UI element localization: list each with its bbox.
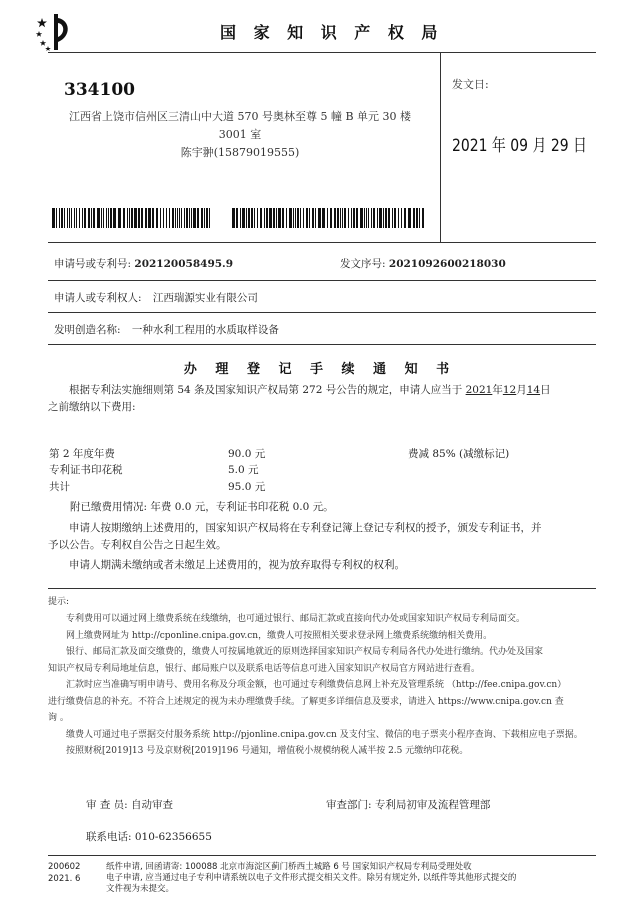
examiner: 审 查 员: 自动审查 bbox=[86, 799, 174, 811]
applicant-name: 江西瑞源实业有限公司 bbox=[152, 292, 258, 304]
address-line-2: 3001 室 bbox=[218, 128, 262, 141]
row-rule-1 bbox=[48, 242, 596, 243]
recipient-contact: 陈宇翀(15879019555) bbox=[180, 146, 300, 159]
hints-label: 提示: bbox=[48, 597, 70, 607]
fee-amount-annual: 90.0 元 bbox=[228, 448, 266, 460]
applicant-label: 申请人或专利权人: bbox=[54, 292, 142, 304]
serial-number-label: 发文序号: bbox=[340, 258, 386, 270]
serial-number-row bbox=[340, 256, 506, 271]
fee-amount-stamp: 5.0 元 bbox=[228, 464, 259, 476]
applicant-row bbox=[54, 290, 258, 305]
serial-number: 2021092600218030 bbox=[388, 258, 506, 270]
fee-name-total: 共计 bbox=[49, 481, 70, 493]
footer-notes: 纸件申请, 回函请寄: 100088 北京市海淀区蓟门桥西土城路 6 号 国家知识产权局专利局受理处收 电子申请, 应当通过电子专利申请系统以电子文件形式提交相关文件。除另有规定外, 以纸件等其他形式提交的 文件视为未提交。 bbox=[106, 862, 517, 894]
invention-row bbox=[54, 322, 279, 337]
office-title: 国 家 知 识 产 权 局 bbox=[220, 23, 444, 42]
cnipa-logo-icon bbox=[34, 12, 74, 52]
due-day: 14 bbox=[526, 384, 541, 396]
recipient-address bbox=[60, 108, 420, 162]
barcode-left bbox=[52, 208, 212, 228]
grant-paragraph: 申请人按期缴纳上述费用的，国家知识产权局将在专利登记簿上登记专利权的授予，颁发专利证书，并 予以公告。专利权自公告之日起生效。 bbox=[48, 522, 542, 551]
invention-label: 发明创造名称: bbox=[54, 324, 121, 336]
fee-reduction: 费减 85% (减缴标记) bbox=[408, 448, 510, 460]
abandon-paragraph: 申请人期满未缴纳或者未缴足上述费用的，视为放弃取得专利权的权利。 bbox=[69, 559, 405, 571]
header-divider bbox=[440, 52, 441, 242]
row-rule-4 bbox=[48, 344, 596, 345]
row-rule-2 bbox=[48, 280, 596, 281]
row-rule-3 bbox=[48, 312, 596, 313]
intro-line-1: 根据专利法实施细则第 54 条及国家知识产权局第 272 号公告的规定，申请人应当于 2021年12月14日 bbox=[69, 384, 551, 396]
barcode-right bbox=[232, 208, 424, 228]
address-line-1: 江西省上饶市信州区三清山中大道 570 号奥林至尊 5 幢 B 单元 30 楼 bbox=[68, 110, 412, 123]
intro-paragraph bbox=[48, 382, 596, 416]
paid-fees-note: 附已缴费用情况: 年费 0.0 元，专利证书印花税 0.0 元。 bbox=[70, 501, 334, 513]
form-code: 200602 bbox=[48, 862, 81, 872]
form-version: 2021. 6 bbox=[48, 874, 81, 884]
due-year: 2021 bbox=[465, 384, 493, 396]
header-top-rule bbox=[48, 52, 596, 53]
notice-title: 办 理 登 记 手 续 通 知 书 bbox=[183, 362, 457, 377]
contact-phone: 联系电话: 010-62356655 bbox=[86, 831, 212, 843]
due-month: 12 bbox=[502, 384, 517, 396]
hints-rule bbox=[48, 588, 596, 589]
review-department: 审查部门: 专利局初审及流程管理部 bbox=[326, 799, 491, 811]
hints-block: 专利费用可以通过网上缴费系统在线缴纳，也可通过银行、邮局汇款或直接向代办处或国家知识产权局专利局面交。 网上缴费网址为 http://cponline.cnipa.gov.cn，缴费人可按照相关要求登录网上缴费系统缴纳相关费用。 银行、邮局汇款及面交缴费的，缴费人可按属地就近的原则选择国家知识产权局专利局各代办处进行缴纳。代办处及国家 知识产权局专利局地址信息，银行、邮局账户以及联系电话等信息可进入国家知识产权局官方网站进行查看。 汇款时应当准确写明申请号、费用名称及分项金额，也可通过专利缴费信息网上补充及管理系统 （http://fee.cnipa.gov.cn） 进行缴费信息的补充。不符合上述规定的视为未办理缴费手续。了解更多详细信息及要求，请进入 https://www.cnipa.gov.cn 查 询 。 缴费人可通过电子票据交付服务系统 http://pjonline.cnipa.gov.cn 及支付宝、微信的电子票夹小程序查询、下载相应电子票据。 按照财税[2019]13 号及京财税[2019]196 号通知，增值税小规模纳税人减半按 2.5 元缴纳印花税。 bbox=[48, 614, 583, 756]
fee-amount-total: 95.0 元 bbox=[228, 481, 266, 493]
issue-date: 2021 年 09 月 29 日 bbox=[452, 136, 587, 156]
application-number-row bbox=[54, 256, 233, 271]
issue-date-label: 发文日: bbox=[452, 78, 489, 91]
footer-rule bbox=[48, 855, 596, 856]
invention-title: 一种水利工程用的水质取样设备 bbox=[131, 324, 279, 336]
application-number-label: 申请号或专利号: bbox=[54, 258, 132, 270]
postcode: 334100 bbox=[64, 80, 135, 100]
fee-name-annual: 第 2 年度年费 bbox=[49, 448, 115, 460]
fee-name-stamp: 专利证书印花税 bbox=[49, 464, 123, 476]
application-number: 202120058495.9 bbox=[134, 258, 234, 270]
intro-line-2: 之前缴纳以下费用: bbox=[48, 401, 136, 413]
